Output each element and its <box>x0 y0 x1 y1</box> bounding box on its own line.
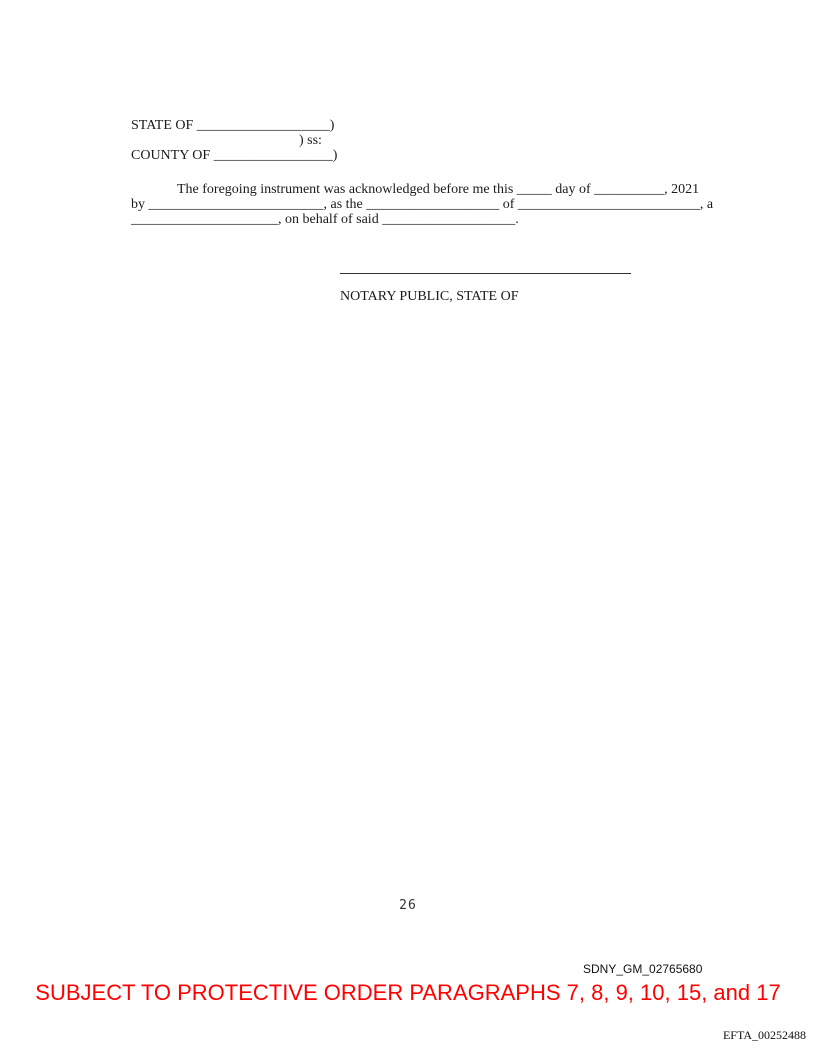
county-of-line: COUNTY OF _________________) <box>131 148 338 163</box>
protective-order-notice: SUBJECT TO PROTECTIVE ORDER PARAGRAPHS 7, 8, 9, 10, 15, and 17 <box>35 980 781 1005</box>
state-of-line: STATE OF ___________________) <box>131 118 335 133</box>
notary-signature-line <box>340 273 631 274</box>
notary-public-caption: NOTARY PUBLIC, STATE OF <box>340 289 519 304</box>
acknowledgment-line-2: by _________________________, as the ___________________ of __________________________, a <box>131 197 714 212</box>
acknowledgment-line-1: The foregoing instrument was acknowledged before me this _____ day of __________, 2021 <box>177 182 700 197</box>
efta-number: EFTA_00252488 <box>722 1028 806 1042</box>
bates-number: SDNY_GM_02765680 <box>583 962 703 976</box>
acknowledgment-line-3: _____________________, on behalf of said ___________________. <box>131 212 519 227</box>
page-number: 26 <box>399 898 417 913</box>
ss-line: ) ss: <box>131 133 322 148</box>
